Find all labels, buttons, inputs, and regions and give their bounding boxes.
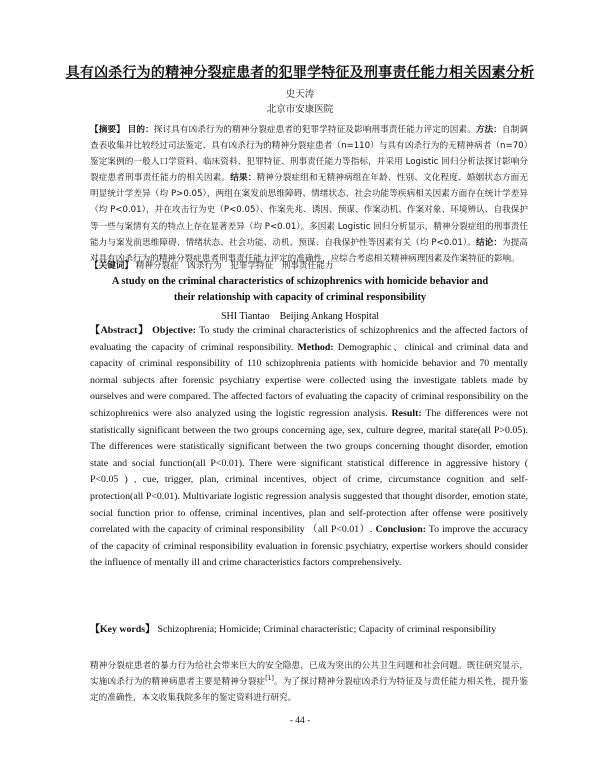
citation-marker: [1] xyxy=(265,675,274,683)
result-text-en: The differences were not statistically significant between the two groups concerning age, sex, culture degree, marital state(all P>0.05). The differences were statistically significant between the two groups concerning thought disorder, emotion state and social function(all P<0.01). There were significant statistical difference in aggressive history ( P<0.05 ) , cue, trigger, plan, criminal incentives, object of crime, circumstance cognition and self-protection(all P<0.01). Multivariate logistic regression analysis suggested that thought disorder, emotion state, social function prior to offense, criminal incentives, plan and self-protection after offense were positively correlated with the capacity of criminal responsibility （all P<0.01）. xyxy=(90,407,528,536)
result-label-cn: 结果： xyxy=(230,173,257,184)
keywords-text-cn: 精神分裂症 凶杀行为 犯罪学特征 刑事责任能力 xyxy=(135,261,334,271)
introduction-paragraph xyxy=(90,658,528,706)
abstract-en xyxy=(90,323,528,572)
method-label-cn: 方法： xyxy=(475,125,502,135)
method-label-en: Method: xyxy=(297,341,334,353)
keywords-en xyxy=(90,622,528,639)
conclusion-text-cn: 为提高对具有凶杀行为的精神分裂症患者刑事责任能力评定的准确性，应综合考虑相关精神病理因素及作案特征的影响。 xyxy=(90,237,528,264)
result-label-en: Result: xyxy=(391,407,422,419)
keywords-label-cn: 【关键词】 xyxy=(90,261,133,271)
objective-label-en: Objective: xyxy=(152,325,197,336)
author-line-en: SHI Tiantao Beijing Ankang Hospital xyxy=(220,311,380,322)
method-text-en: Demographic、clinical and criminal data and capacity of criminal responsibility of 110 schizophrenia patients with homicide behavior and 70 mentally normal subjects after forensic psychiatry expertise were collected using the investigate tablets made by ourselves and were compared. The affected factors of evaluating the capacity of criminal responsibility on the schizophrenics were also analyzed using the logistic regression analysis. xyxy=(90,341,529,419)
paper-title-en-line2: their relationship with capacity of criminal responsibility xyxy=(173,292,427,303)
objective-text-cn: 探讨具有凶杀行为的精神分裂症患者的犯罪学特征及影响刑事责任能力评定的因素。 xyxy=(153,125,476,135)
objective-text-en: To study the criminal characteristics of schizophrenics and the affected factors of evaluating the capacity of criminal responsibility. xyxy=(90,325,529,353)
author-name-cn: 史天涛 xyxy=(285,89,315,100)
keywords-text-en: Schizophrenia; Homicide; Criminal characteristic; Capacity of criminal responsibility xyxy=(157,624,497,635)
conclusion-label-cn: 结论： xyxy=(475,237,503,248)
objective-label-cn: 目的： xyxy=(127,125,154,135)
keywords-cn xyxy=(90,258,528,274)
method-text-cn: 自制调查表收集并比较经过司法鉴定、具有凶杀行为的精神分裂症患者（n=110）与具有凶杀行为的无精神病者（n=70）鉴定案例的一般人口学资料、临床资料、犯罪特征、刑事责任能力等指标，并采用 Logistic 回归分析法探讨影响分裂症患者刑事责任能力的相关因素。 xyxy=(90,125,528,184)
intro-text-part2: 。为了探讨精神分裂症凶杀行为特征及与责任能力相关性，提升鉴定的准确性，本文收集我院多年的鉴定资料进行研究。 xyxy=(90,677,528,704)
abstract-cn xyxy=(90,122,528,267)
abstract-label-cn: 【摘要】 xyxy=(90,125,125,135)
intro-text-part1: 精神分裂症患者的暴力行为给社会带来巨大的安全隐患，已成为突出的公共卫生问题和社会问题。既往研究显示，实施凶杀行为的精神病患者主要是精神分裂症 xyxy=(90,661,528,688)
result-text-cn: 精神分裂症组和无精神病组在年龄、性别、文化程度、婚姻状态方面无明显统计学差异（均 P>0.05），两组在案发前思维障碍、情绪状态、社会功能等疾病相关因素方面存在统计学差异（均 P<0.01），并在攻击行为史（P<0.05）、作案先兆、诱因、预谋、作案动机、作案对象、环境辨认、自我保护等一些与案情有关的特点上存在显著差异（均 P<0.01）。多因素 Logistic 回归分析显示，精神分裂症组的刑事责任能力与案发前思维障碍、情绪状态、社会功能、动机、预谋、自我保护性等因素有关（均 P<0.01）。 xyxy=(90,173,528,248)
conclusion-label-en: Conclusion: xyxy=(375,524,426,536)
paper-title-cn: 具有凶杀行为的精神分裂症患者的犯罪学特征及刑事责任能力相关因素分析 xyxy=(65,65,535,81)
author-affiliation-cn: 北京市安康医院 xyxy=(266,104,334,115)
abstract-label-en: 【Abstract】 xyxy=(90,325,149,336)
paper-title-en-line1: A study on the criminal characteristics of schizophrenics with homicide behavior and xyxy=(111,276,489,287)
page-number: - 44 - xyxy=(289,716,311,726)
keywords-label-en: 【Key words】 xyxy=(90,624,156,635)
conclusion-text-en: To improve the accuracy of the capacity of criminal responsibility evaluation in forensic psychiatry, expertise workers should consider the influence of mentally ill and crime characteristics factors comprehensively. xyxy=(90,524,529,569)
